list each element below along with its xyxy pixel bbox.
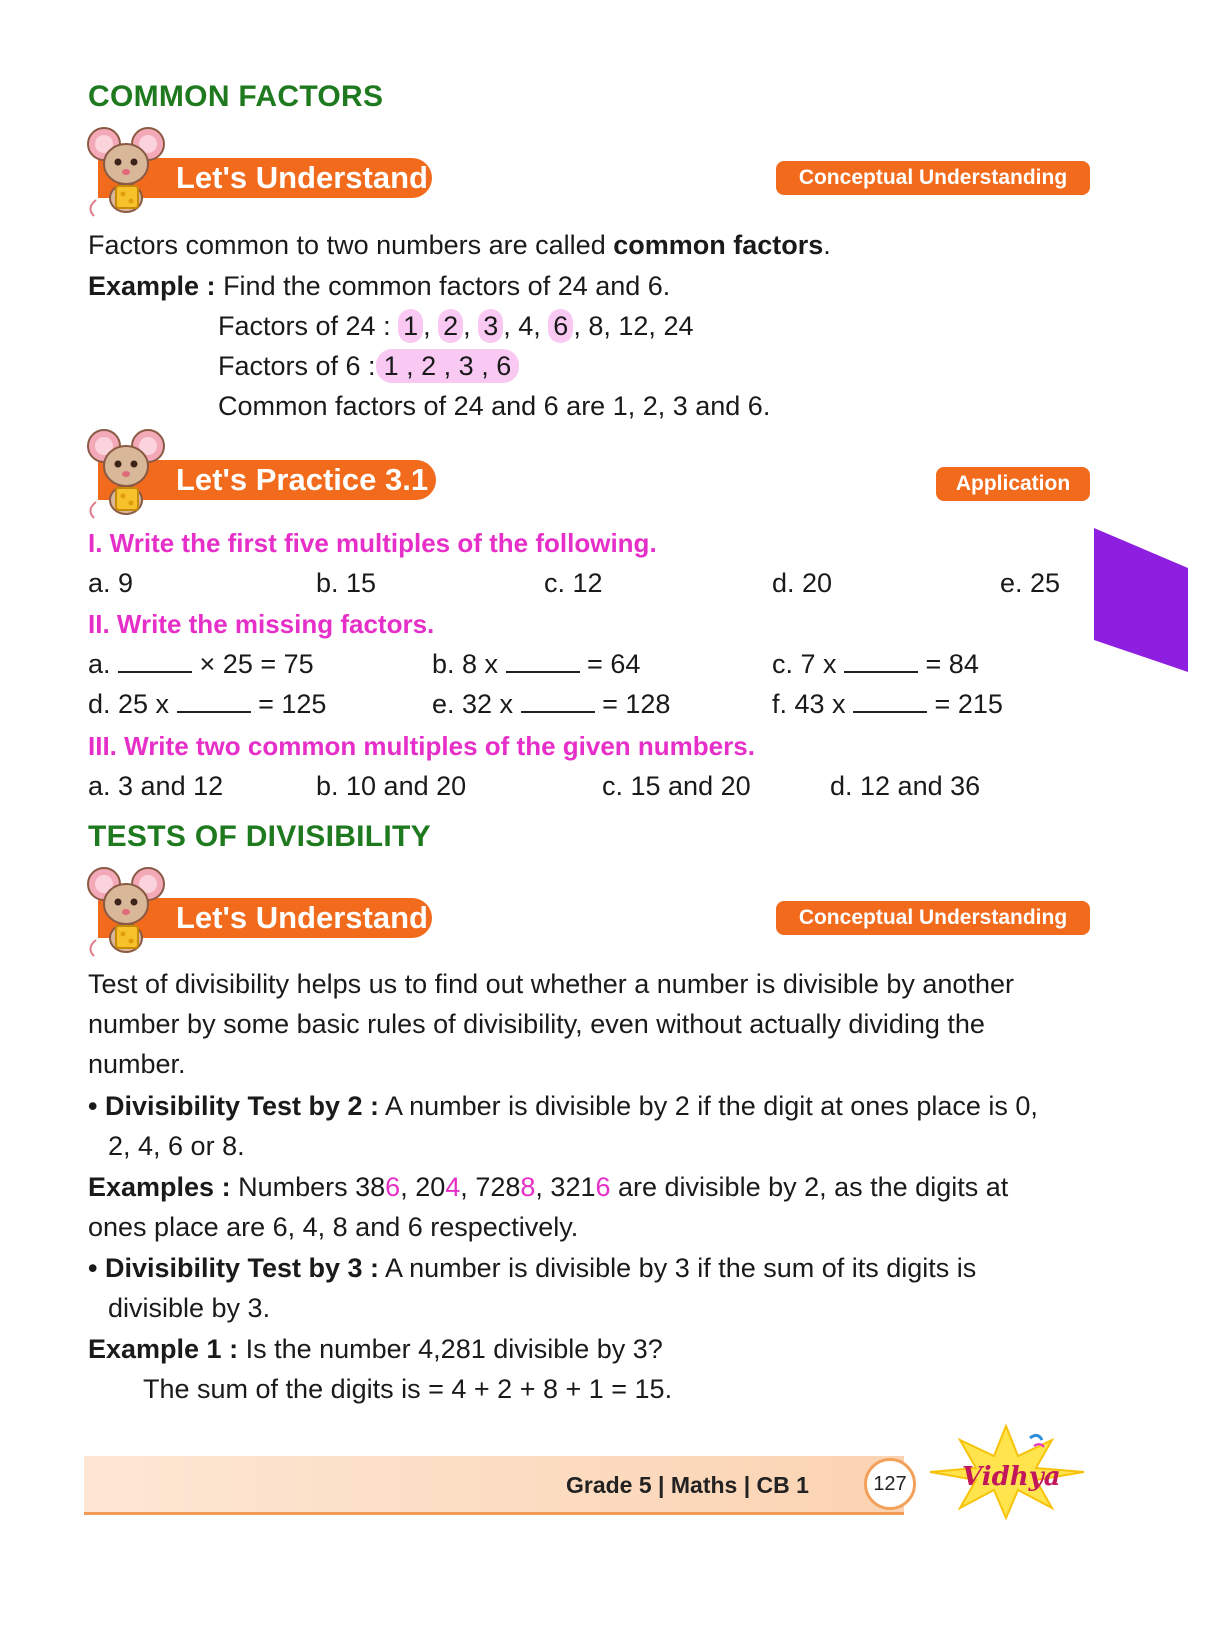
q2-post: = 125	[250, 689, 327, 719]
factor: 3	[458, 351, 474, 381]
footer-subject: Maths	[670, 1472, 738, 1498]
q2-post: = 64	[579, 649, 641, 679]
test-3-label: Divisibility Test by 3 :	[104, 1253, 380, 1283]
factor: 4	[518, 311, 534, 341]
examples-line: Examples : Numbers 386, 204, 7288, 3216 are divisible by 2, as the digits at	[88, 1172, 1009, 1202]
factor-highlight: 1	[398, 309, 423, 343]
bullet: •	[88, 1091, 98, 1121]
test-by-2-rule	[88, 1089, 1038, 1123]
answer-blank[interactable]	[118, 649, 192, 673]
answer-blank[interactable]	[521, 689, 595, 713]
footer-separator: |	[743, 1472, 751, 1498]
sum-of-digits-line: The sum of the digits is = 4 + 2 + 8 + 1 = 15.	[143, 1374, 673, 1404]
q2-item	[772, 687, 1003, 721]
q1-item: a. 9	[88, 568, 134, 598]
q3-item: c. 15 and 20	[602, 771, 751, 801]
bullet: •	[88, 1253, 98, 1283]
definition-text: Factors common to two numbers are called	[88, 230, 614, 260]
section-heading-tests-of-divisibility: TESTS OF DIVISIBILITY	[88, 820, 431, 853]
question-2-title: II. Write the missing factors.	[88, 609, 435, 639]
example-number: 728	[475, 1172, 521, 1202]
test-by-3-rule	[88, 1251, 976, 1285]
example-number: 321	[550, 1172, 596, 1202]
examples-line-2: ones place are 6, 4, 8 and 6 respectively.	[88, 1212, 579, 1242]
banner-label: Let's Practice 3.1	[176, 462, 429, 497]
q2-item	[88, 687, 326, 721]
example-digit: 6	[595, 1172, 611, 1202]
common-factors-result: Common factors of 24 and 6 are 1, 2, 3 and 6.	[218, 391, 771, 421]
conceptual-understanding-tag: Conceptual Understanding	[776, 901, 1090, 935]
factors-6-label: Factors of 6 :	[218, 351, 376, 381]
example-1-label: Example 1 :	[88, 1334, 239, 1364]
factor: 1	[383, 351, 399, 381]
q2-post: × 25 = 75	[192, 649, 314, 679]
factors-of-24-line: Factors of 24 : 1 , 2 , 3 , 4, 6 , 8, 12, 24	[218, 311, 694, 341]
definition-end: .	[823, 230, 831, 260]
banner-label: Let's Understand	[176, 900, 428, 935]
q2-pre: e. 32 x	[432, 689, 521, 719]
divisibility-intro-line: number by some basic rules of divisibility, even without actually dividing the	[88, 1009, 985, 1039]
example-digit: 4	[445, 1172, 461, 1202]
test-3-text: A number is divisible by 3 if the sum of its digits is	[379, 1253, 977, 1283]
factors-6-highlight: 1 , 2 , 3 , 6	[376, 349, 520, 383]
divisibility-intro-line: Test of divisibility helps us to find out whether a number is divisible by another	[88, 969, 1014, 999]
test-by-2-rule-cont: 2, 4, 6 or 8.	[108, 1131, 245, 1161]
q2-pre: f. 43 x	[772, 689, 854, 719]
q3-item: a. 3 and 12	[88, 771, 224, 801]
q2-item	[772, 647, 979, 681]
factor-highlight: 2	[438, 309, 463, 343]
example-1-line	[88, 1332, 663, 1366]
examples-pre: Numbers	[230, 1172, 356, 1202]
answer-blank[interactable]	[844, 649, 918, 673]
application-tag: Application	[936, 467, 1090, 501]
q2-pre: a.	[88, 649, 119, 679]
factors-24-label: Factors of 24 :	[218, 311, 391, 341]
examples-post: are divisible by 2, as the digits at	[610, 1172, 1009, 1202]
example-number: 20	[415, 1172, 446, 1202]
banner-label: Let's Understand	[176, 160, 428, 195]
example-text: Find the common factors of 24 and 6.	[215, 271, 671, 301]
test-2-text: A number is divisible by 2 if the digit at ones place is 0,	[379, 1091, 1038, 1121]
q2-item	[88, 647, 314, 681]
q2-post: = 84	[918, 649, 979, 679]
test-2-label: Divisibility Test by 2 :	[104, 1091, 380, 1121]
q2-item	[432, 687, 670, 721]
factor: 6	[496, 351, 512, 381]
example-number: 38	[355, 1172, 386, 1202]
q2-pre: d. 25 x	[88, 689, 177, 719]
example-digit: 8	[520, 1172, 536, 1202]
q1-item: e. 25	[1000, 568, 1061, 598]
examples-label: Examples :	[88, 1172, 231, 1202]
definition-term: common factors	[613, 230, 824, 260]
factors-of-6-line	[218, 349, 519, 383]
q2-pre: b. 8 x	[432, 649, 506, 679]
mouse-mascot-icon	[86, 424, 166, 520]
factor: 8	[588, 311, 604, 341]
example-digit: 6	[385, 1172, 401, 1202]
footer-grade: Grade 5	[566, 1472, 652, 1498]
q1-item: b. 15	[316, 568, 377, 598]
factor: 24	[663, 311, 694, 341]
common-factors-definition	[88, 228, 831, 262]
q2-item	[432, 647, 640, 681]
answer-blank[interactable]	[853, 689, 927, 713]
section-heading-common-factors: COMMON FACTORS	[88, 80, 384, 113]
answer-blank[interactable]	[506, 649, 580, 673]
example-1-text: Is the number 4,281 divisible by 3?	[238, 1334, 663, 1364]
question-1-title: I. Write the first five multiples of the following.	[88, 528, 657, 558]
page-number: 127	[864, 1458, 916, 1510]
question-3-title: III. Write two common multiples of the given numbers.	[88, 731, 755, 761]
q2-pre: c. 7 x	[772, 649, 845, 679]
factor-highlight: 6	[548, 309, 573, 343]
q3-item: b. 10 and 20	[316, 771, 467, 801]
q1-item: c. 12	[544, 568, 603, 598]
factor: 12	[618, 311, 649, 341]
example-label: Example :	[88, 271, 216, 301]
factor-highlight: 3	[478, 309, 503, 343]
footer-book: CB 1	[756, 1472, 809, 1498]
q2-post: = 128	[594, 689, 671, 719]
vidhya-logo-text: Vidhya	[962, 1462, 1061, 1492]
test-by-3-rule-cont: divisible by 3.	[108, 1293, 271, 1323]
footer-label	[566, 1468, 809, 1502]
q1-item: d. 20	[772, 568, 833, 598]
conceptual-understanding-tag: Conceptual Understanding	[776, 161, 1090, 195]
divisibility-intro-line: number.	[88, 1049, 186, 1079]
q2-post: = 215	[927, 689, 1003, 719]
q3-item: d. 12 and 36	[830, 771, 981, 801]
factor: 2	[421, 351, 437, 381]
footer-separator: |	[658, 1472, 665, 1498]
side-tab-marker	[1094, 528, 1188, 672]
answer-blank[interactable]	[177, 689, 251, 713]
mouse-mascot-icon	[86, 122, 166, 218]
example-line	[88, 269, 670, 303]
mouse-mascot-icon	[86, 862, 166, 958]
